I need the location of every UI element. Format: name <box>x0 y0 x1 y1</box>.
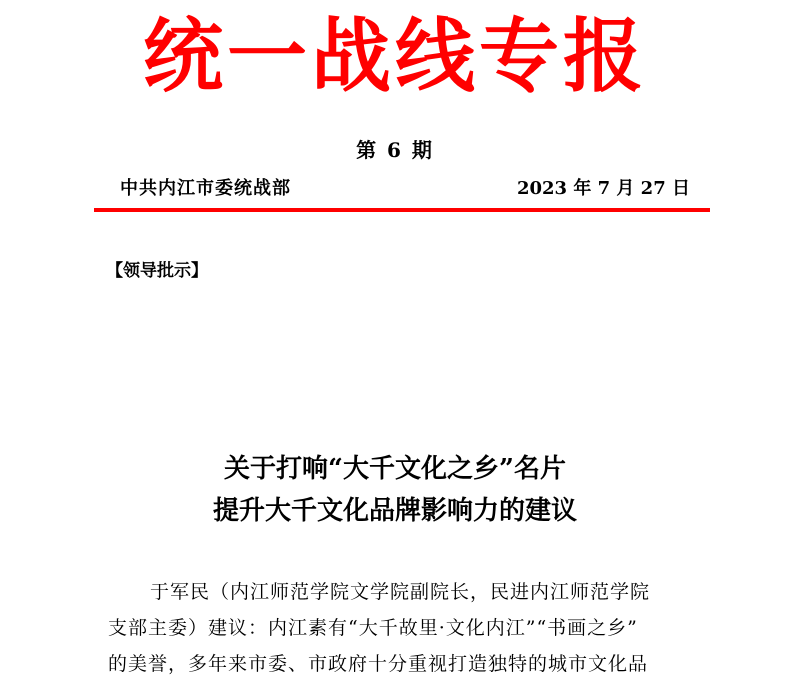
masthead-divider <box>94 208 710 212</box>
issue-number: 第 6 期 <box>356 138 434 162</box>
section-tag: 【领导批示】 <box>106 261 208 281</box>
masthead-title: 统一战线专报 <box>143 10 647 103</box>
headline-line-2: 提升大千文化品牌影响力的建议 <box>212 496 577 526</box>
body-line: 支部主委）建议：内江素有“大千故里·文化内江”“书画之乡” <box>108 617 638 639</box>
body-line: 的美誉，多年来市委、市政府十分重视打造独特的城市文化品 <box>108 653 649 675</box>
publication-meta-row <box>120 174 690 200</box>
article-headline <box>0 448 790 532</box>
article-body <box>108 574 688 682</box>
publication-date: 2023 年 7 月 27 日 <box>516 178 690 199</box>
headline-line-1: 关于打响“大千文化之乡”名片 <box>224 454 566 484</box>
publisher-name: 中共内江市委统战部 <box>120 178 291 199</box>
body-line: 于军民（内江师范学院文学院副院长，民进内江师范学院 <box>150 581 651 603</box>
